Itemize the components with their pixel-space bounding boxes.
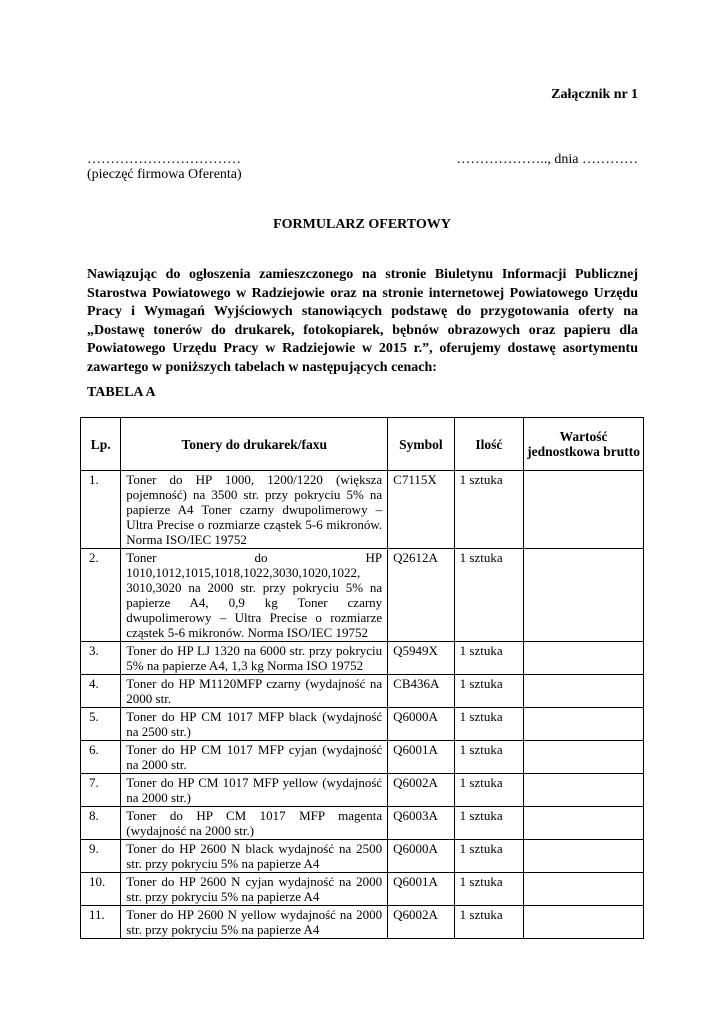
annex-label: Załącznik nr 1 — [551, 87, 638, 102]
table-row — [81, 471, 644, 549]
table-row — [81, 549, 644, 642]
row-symbol: C7115X — [388, 471, 454, 549]
table-row — [81, 774, 644, 807]
row-description: Toner do HP 2600 N cyjan wydajność na 2000 str. przy pokryciu 5% na papierze A4 — [121, 873, 388, 906]
row-unit-value — [524, 549, 644, 642]
row-unit-value — [524, 708, 644, 741]
row-number: 9. — [81, 840, 121, 873]
intro-paragraph: Nawiązując do ogłoszenia zamieszczonego na stronie Biuletynu Informacji Publicznej Starostwa Powiatowego w Radziejowie oraz na stronie internetowej Powiatowego Urzędu Pracy i Wymagań Wyjściowych stanowiących podstawę do przygotowania oferty na „Dostawę tonerów do drukarek, fotokopiarek, bębnów obrazowych oraz papieru dla Powiatowego Urzędu Pracy w Radziejowie w 2015 r.”, oferujemy dostawę asortymentu zawartego w poniższych tabelach w następujących cenach: — [87, 267, 638, 375]
table-label: TABELA A — [87, 385, 156, 400]
table-row — [81, 840, 644, 873]
table-row — [81, 807, 644, 840]
header-lp: Lp. — [81, 418, 121, 471]
row-symbol: Q6000A — [388, 708, 454, 741]
row-quantity: 1 sztuka — [454, 675, 523, 708]
row-symbol: Q6002A — [388, 906, 454, 939]
row-unit-value — [524, 906, 644, 939]
header-unit-value: Wartość jednostkowa brutto — [524, 418, 644, 471]
row-description: Toner do HP CM 1017 MFP black (wydajność na 2500 str.) — [121, 708, 388, 741]
row-quantity: 1 sztuka — [454, 708, 523, 741]
row-symbol: CB436A — [388, 675, 454, 708]
row-symbol: Q2612A — [388, 549, 454, 642]
row-description: Toner do HP CM 1017 MFP cyjan (wydajność na 2000 str. — [121, 741, 388, 774]
row-quantity: 1 sztuka — [454, 873, 523, 906]
table-row — [81, 708, 644, 741]
row-symbol: Q6001A — [388, 741, 454, 774]
row-description: Toner do HP 1010,1012,1015,1018,1022,3030,1020,1022, 3010,3020 na 2000 str. przy pokryciu 5% na papierze A4, 0,9 kg Toner czarny dwupolimerowy – Ultra Precise o rozmiarze cząstek 5-6 mikronów. Norma ISO/IEC 19752 — [121, 549, 388, 642]
row-number: 1. — [81, 471, 121, 549]
row-number: 3. — [81, 642, 121, 675]
row-unit-value — [524, 642, 644, 675]
row-description: Toner do HP 2600 N yellow wydajność na 2000 str. przy pokryciu 5% na papierze A4 — [121, 906, 388, 939]
row-quantity: 1 sztuka — [454, 471, 523, 549]
header-description: Tonery do drukarek/faxu — [121, 418, 388, 471]
row-quantity: 1 sztuka — [454, 807, 523, 840]
table-row — [81, 675, 644, 708]
row-number: 8. — [81, 807, 121, 840]
table-row — [81, 642, 644, 675]
header-quantity: Ilość — [454, 418, 523, 471]
row-unit-value — [524, 807, 644, 840]
row-symbol: Q6003A — [388, 807, 454, 840]
row-unit-value — [524, 840, 644, 873]
row-unit-value — [524, 873, 644, 906]
row-quantity: 1 sztuka — [454, 906, 523, 939]
table-row — [81, 741, 644, 774]
row-description: Toner do HP CM 1017 MFP yellow (wydajność na 2000 str.) — [121, 774, 388, 807]
row-description: Toner do HP M1120MFP czarny (wydajność na 2000 str. — [121, 675, 388, 708]
row-symbol: Q6000A — [388, 840, 454, 873]
company-stamp-placeholder: …………………………… — [87, 152, 241, 167]
offer-table — [80, 417, 644, 939]
row-number: 6. — [81, 741, 121, 774]
row-unit-value — [524, 471, 644, 549]
table-row — [81, 906, 644, 939]
form-title: FORMULARZ OFERTOWY — [273, 217, 451, 232]
row-number: 10. — [81, 873, 121, 906]
row-description: Toner do HP 2600 N black wydajność na 2500 str. przy pokryciu 5% na papierze A4 — [121, 840, 388, 873]
row-number: 7. — [81, 774, 121, 807]
row-number: 4. — [81, 675, 121, 708]
table-header-row — [81, 418, 644, 471]
row-quantity: 1 sztuka — [454, 549, 523, 642]
row-number: 2. — [81, 549, 121, 642]
row-quantity: 1 sztuka — [454, 774, 523, 807]
row-description: Toner do HP LJ 1320 na 6000 str. przy pokryciu 5% na papierze A4, 1,3 kg Norma ISO 19752 — [121, 642, 388, 675]
row-description: Toner do HP CM 1017 MFP magenta (wydajność na 2000 str.) — [121, 807, 388, 840]
table-row — [81, 873, 644, 906]
row-unit-value — [524, 675, 644, 708]
row-symbol: Q6002A — [388, 774, 454, 807]
company-stamp-caption: (pieczęć firmowa Oferenta) — [87, 167, 242, 182]
header-symbol: Symbol — [388, 418, 454, 471]
row-quantity: 1 sztuka — [454, 840, 523, 873]
row-unit-value — [524, 774, 644, 807]
row-description: Toner do HP 1000, 1200/1220 (większa pojemność) na 3500 str. przy pokryciu 5% na papierze A4 Toner czarny dwupolimerowy – Ultra Precise o rozmiarze cząstek 5-6 mikronów. Norma ISO/IEC 19752 — [121, 471, 388, 549]
row-symbol: Q5949X — [388, 642, 454, 675]
place-date-placeholder: ……………….., dnia ………… — [456, 152, 638, 167]
row-quantity: 1 sztuka — [454, 741, 523, 774]
row-number: 5. — [81, 708, 121, 741]
row-symbol: Q6001A — [388, 873, 454, 906]
row-unit-value — [524, 741, 644, 774]
row-quantity: 1 sztuka — [454, 642, 523, 675]
row-number: 11. — [81, 906, 121, 939]
